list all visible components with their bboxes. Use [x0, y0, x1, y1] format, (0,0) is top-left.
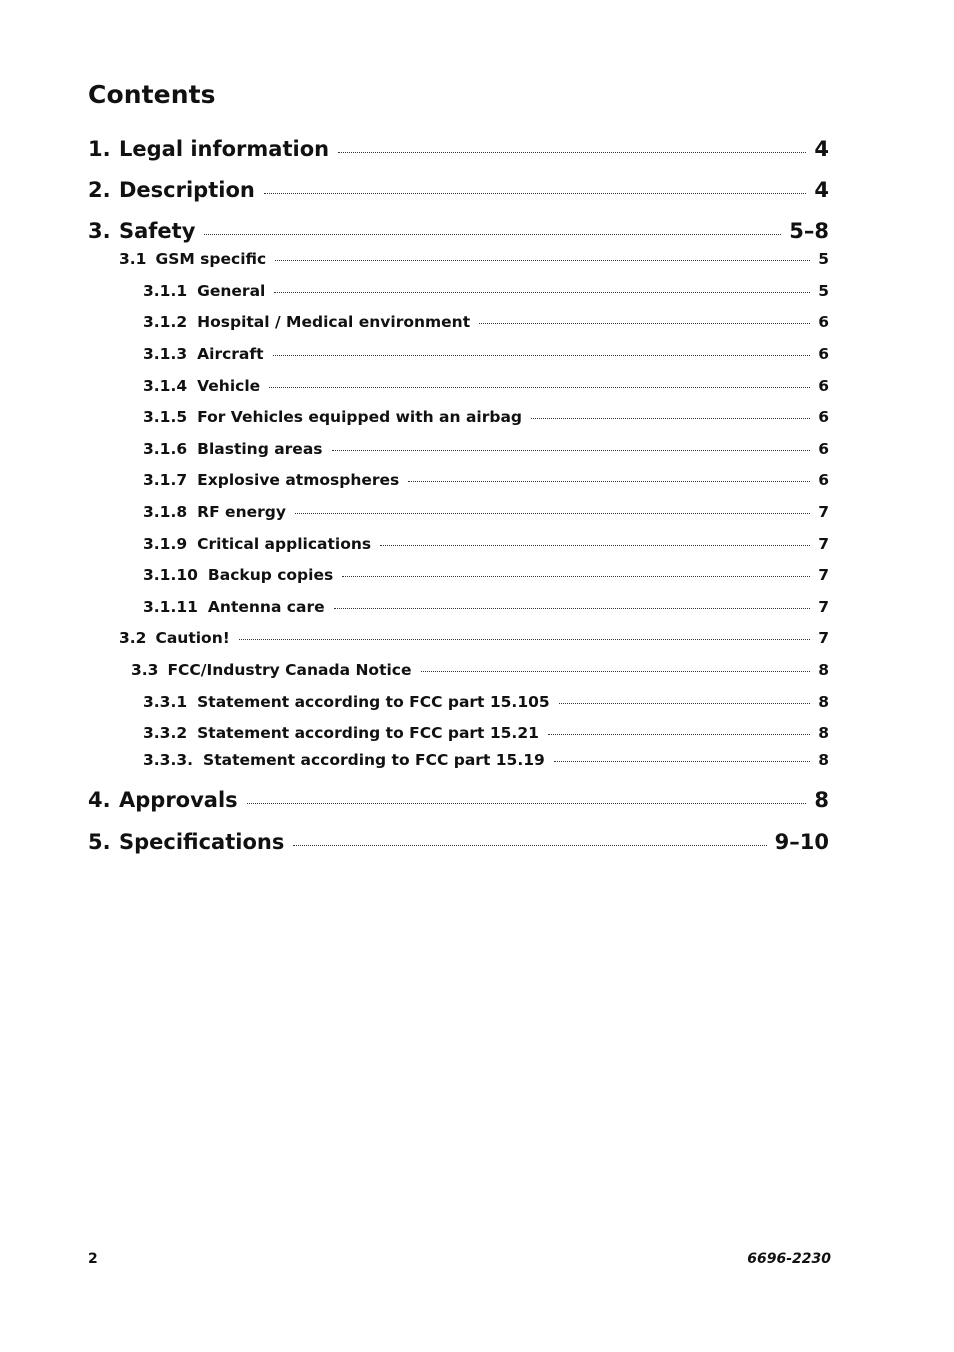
toc-entry-label: Specifications [119, 830, 285, 854]
toc-entry-number: 3.3 [131, 661, 159, 679]
toc-entry-description[interactable] [88, 178, 829, 202]
toc-entry-page: 8 [818, 724, 829, 742]
dot-leader [275, 260, 810, 261]
toc-entry-label: FCC/Industry Canada Notice [167, 661, 412, 679]
toc-entry-page: 8 [814, 788, 829, 812]
toc-entry-label: Blasting areas [197, 440, 323, 458]
dot-leader [293, 845, 766, 846]
dot-leader [204, 234, 781, 235]
toc-entry-label: RF energy [197, 503, 286, 521]
toc-entry-general[interactable] [143, 282, 829, 300]
toc-entry-label: For Vehicles equipped with an airbag [197, 408, 523, 426]
dot-leader [559, 703, 811, 704]
toc-entry-label: General [197, 282, 266, 300]
toc-entry-antenna-care[interactable] [143, 598, 829, 616]
dot-leader [380, 545, 810, 546]
toc-entry-number: 4. [88, 788, 111, 812]
toc-entry-label: Statement according to FCC part 15.105 [197, 693, 550, 711]
dot-leader [479, 323, 810, 324]
toc-entry-label: Backup copies [207, 566, 334, 584]
toc-entry-fcc-15-19[interactable] [143, 751, 829, 769]
toc-entry-page: 6 [818, 377, 829, 395]
dot-leader [264, 193, 807, 194]
toc-entry-label: Description [119, 178, 255, 202]
toc-entry-vehicles-airbag[interactable] [143, 408, 829, 426]
dot-leader [269, 387, 810, 388]
toc-entry-number: 2. [88, 178, 111, 202]
toc-entry-label: Approvals [119, 788, 238, 812]
dot-leader [554, 761, 810, 762]
toc-entry-label: Vehicle [197, 377, 261, 395]
toc-entry-page: 5 [818, 282, 829, 300]
toc-entry-label: Explosive atmospheres [197, 471, 400, 489]
toc-entry-label: Caution! [155, 629, 230, 647]
dot-leader [239, 639, 810, 640]
toc-entry-caution[interactable] [119, 629, 829, 647]
dot-leader [274, 292, 810, 293]
footer-document-id: 6696-2230 [747, 1251, 831, 1267]
toc-entry-label: Statement according to FCC part 15.21 [197, 724, 539, 742]
toc-entry-number: 3.3.3. [143, 751, 194, 769]
toc-entry-hospital-medical[interactable] [143, 313, 829, 331]
toc-entry-number: 3.2 [119, 629, 147, 647]
dot-leader [548, 734, 810, 735]
dot-leader [531, 418, 810, 419]
toc-entry-number: 3.1.3 [143, 345, 188, 363]
toc-entry-number: 3.1.1 [143, 282, 188, 300]
toc-entry-label: Antenna care [207, 598, 325, 616]
toc-entry-approvals[interactable] [88, 788, 829, 812]
footer-page-number: 2 [88, 1251, 98, 1267]
toc-entry-number: 3.3.1 [143, 693, 188, 711]
toc-entry-label: Critical applications [197, 535, 372, 553]
toc-entry-number: 1. [88, 137, 111, 161]
toc-entry-page: 6 [818, 440, 829, 458]
toc-entry-legal-information[interactable] [88, 137, 829, 161]
toc-entry-page: 9–10 [774, 830, 829, 854]
dot-leader [408, 481, 810, 482]
toc-entry-rf-energy[interactable] [143, 503, 829, 521]
toc-entry-number: 5. [88, 830, 111, 854]
dot-leader [342, 576, 810, 577]
toc-entry-page: 7 [818, 503, 829, 521]
dot-leader [247, 803, 807, 804]
toc-entry-page: 5 [818, 250, 829, 268]
toc-entry-blasting-areas[interactable] [143, 440, 829, 458]
toc-entry-page: 6 [818, 345, 829, 363]
toc-entry-page: 7 [818, 535, 829, 553]
toc-entry-critical-applications[interactable] [143, 535, 829, 553]
toc-entry-number: 3.1.6 [143, 440, 188, 458]
toc-entry-number: 3.1.7 [143, 471, 188, 489]
dot-leader [334, 608, 811, 609]
toc-entry-number: 3.1.10 [143, 566, 198, 584]
toc-entry-label: Hospital / Medical environment [197, 313, 471, 331]
toc-entry-number: 3.1.11 [143, 598, 198, 616]
dot-leader [338, 152, 806, 153]
toc-entry-fcc-industry-canada[interactable] [131, 661, 829, 679]
dot-leader [273, 355, 811, 356]
toc-entry-fcc-15-105[interactable] [143, 693, 829, 711]
toc-entry-number: 3.1.2 [143, 313, 188, 331]
dot-leader [332, 450, 811, 451]
toc-entry-page: 4 [814, 137, 829, 161]
toc-entry-page: 8 [818, 661, 829, 679]
toc-entry-page: 6 [818, 408, 829, 426]
toc-entry-number: 3.1.9 [143, 535, 188, 553]
toc-entry-number: 3.3.2 [143, 724, 188, 742]
toc-entry-vehicle[interactable] [143, 377, 829, 395]
toc-entry-backup-copies[interactable] [143, 566, 829, 584]
toc-entry-safety[interactable] [88, 219, 829, 243]
toc-entry-page: 4 [814, 178, 829, 202]
toc-entry-label: GSM specific [155, 250, 267, 268]
toc-entry-page: 6 [818, 313, 829, 331]
toc-entry-page: 8 [818, 751, 829, 769]
page-title: Contents [88, 80, 216, 109]
toc-entry-gsm-specific[interactable] [119, 250, 829, 268]
toc-entry-label: Aircraft [197, 345, 264, 363]
toc-entry-number: 3.1.4 [143, 377, 188, 395]
dot-leader [295, 513, 810, 514]
toc-entry-number: 3.1.8 [143, 503, 188, 521]
toc-entry-page: 5–8 [789, 219, 829, 243]
dot-leader [421, 671, 811, 672]
toc-entry-label: Statement according to FCC part 15.19 [203, 751, 545, 769]
toc-entry-label: Safety [119, 219, 196, 243]
toc-entry-page: 8 [818, 693, 829, 711]
toc-entry-page: 7 [818, 598, 829, 616]
toc-entry-page: 7 [818, 566, 829, 584]
toc-entry-explosive-atmospheres[interactable] [143, 471, 829, 489]
toc-entry-label: Legal information [119, 137, 330, 161]
toc-entry-page: 6 [818, 471, 829, 489]
toc-entry-fcc-15-21[interactable] [143, 724, 829, 742]
toc-entry-aircraft[interactable] [143, 345, 829, 363]
toc-entry-page: 7 [818, 629, 829, 647]
toc-entry-number: 3.1.5 [143, 408, 188, 426]
toc-entry-specifications[interactable] [88, 830, 829, 854]
toc-entry-number: 3. [88, 219, 111, 243]
toc-entry-number: 3.1 [119, 250, 147, 268]
